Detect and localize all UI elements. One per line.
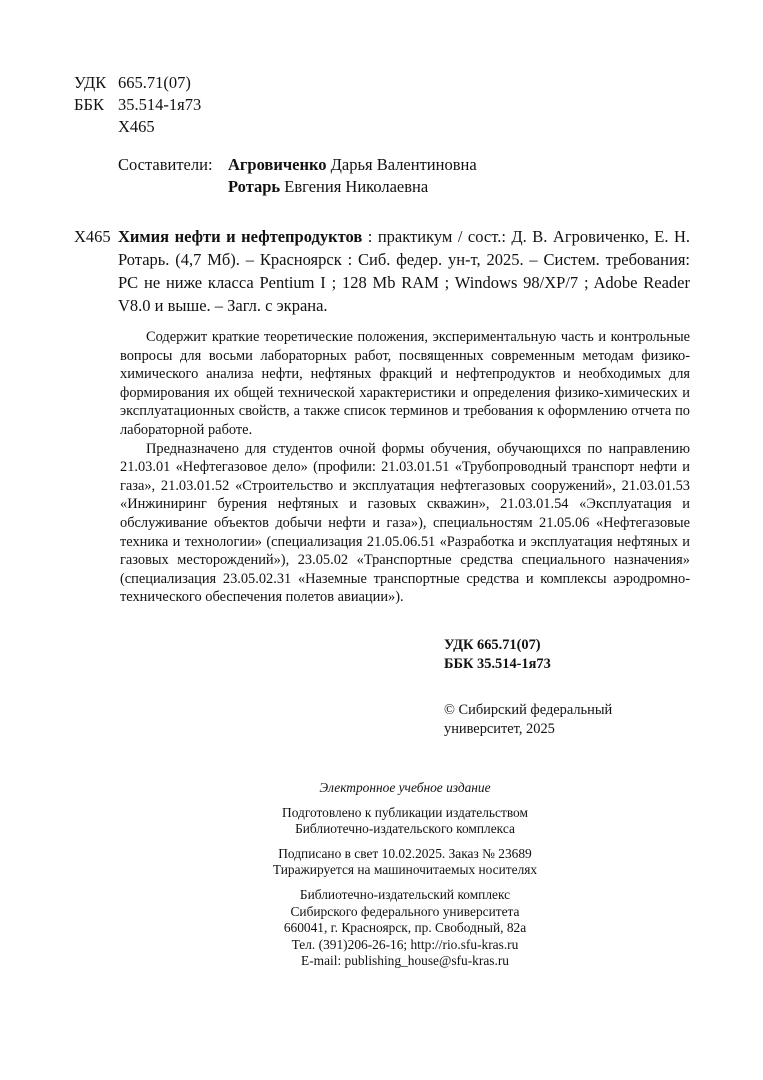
publisher-email: E-mail: publishing_house@sfu-kras.ru bbox=[301, 953, 509, 969]
bbk-value: 35.514-1я73 bbox=[118, 95, 202, 114]
publisher-address: 660041, г. Красноярск, пр. Свободный, 82а bbox=[283, 920, 527, 936]
bibliographic-record bbox=[74, 225, 690, 317]
udk-summary: УДК 665.71(07) bbox=[444, 637, 541, 653]
compiler-1-surname: Агровиченко bbox=[228, 155, 327, 174]
compilers-block bbox=[118, 154, 477, 198]
copyright-notice bbox=[444, 701, 612, 738]
udk-line bbox=[74, 72, 201, 94]
edition-type: Электронное учебное издание bbox=[319, 780, 491, 795]
replicated-line: Тиражируется на машиночитаемых носителях bbox=[272, 862, 538, 878]
bbk-label: ББК bbox=[74, 95, 104, 114]
biblio-details: : практикум / сост.: Д. В. Агровиченко, Е. Н. Ротарь. (4,7 Мб). – Красноярск : Сиб. федер. ун-т, 2025. – Систем. требования: PC не ниже класса Pentium I ; 128 Mb RAM ; Windows 98/XP/7 ; Adobe Reader V8.0 и выше. – Загл. с экрана. bbox=[118, 227, 690, 315]
bbk-summary: ББК 35.514-1я73 bbox=[444, 655, 551, 672]
imprint-block bbox=[140, 780, 670, 978]
compilers-label: Составители: bbox=[118, 155, 213, 174]
publisher-phone: Тел. (391)206-26-16; http://rio.sfu-kras.ru bbox=[291, 936, 519, 952]
signed-line: Подписано в свет 10.02.2025. Заказ № 23689 bbox=[278, 845, 532, 861]
compiler-2-surname: Ротарь bbox=[228, 177, 281, 196]
bbk-line bbox=[74, 94, 201, 116]
annotation-paragraph-2: Предназначено для студентов очной формы обучения, обучающихся по направлению 21.03.01 «Нефтегазовое дело» (профили: 21.03.01.51 «Трубопроводный транспорт нефти и газа», 21.03.01.52 «Строительство и эксплуатация нефтегазовых сооружений», 21.03.01.53 «Инжиниринг бурения нефтяных и газовых скважин», 21.03.01.54 «Эксплуатация и обслуживание объектов добычи нефти и газа»), специальностям 21.05.06 «Нефтегазовые техника и технологии» (специализация 21.05.06.51 «Разработка и эксплуатация нефтяных и газовых месторождений»), 23.05.02 «Транспортные средства специального назначения» (специализация 23.05.02.31 «Наземные транспортные средства и комплексы аэродромно-технического обеспечения полетов авиации»). bbox=[120, 440, 690, 606]
author-mark-line bbox=[74, 116, 201, 138]
prepared-line-2: Библиотечно-издательского комплекса bbox=[295, 821, 515, 837]
copyright-line-1: © Сибирский федеральный bbox=[444, 702, 613, 718]
annotation bbox=[120, 328, 690, 607]
compiler-1-name: Дарья Валентиновна bbox=[330, 155, 477, 174]
compiler-1 bbox=[118, 154, 477, 176]
classification-block bbox=[74, 72, 201, 138]
publisher-line-2: Сибирского федерального университета bbox=[290, 903, 520, 919]
compiler-2-name: Евгения Николаевна bbox=[284, 177, 429, 196]
prepared-line-1: Подготовлено к публикации издательством bbox=[282, 804, 528, 820]
biblio-code: Х465 bbox=[74, 227, 111, 246]
udk-value: 665.71(07) bbox=[118, 73, 191, 92]
publisher-line-1: Библиотечно-издательский комплекс bbox=[299, 886, 511, 902]
compiler-2 bbox=[118, 176, 477, 198]
author-mark: Х465 bbox=[118, 117, 155, 136]
copyright-line-2: университет, 2025 bbox=[444, 720, 555, 737]
udk-label: УДК bbox=[74, 73, 107, 92]
book-title: Химия нефти и нефтепродуктов bbox=[118, 227, 363, 246]
biblio-text bbox=[118, 225, 690, 317]
annotation-paragraph-1: Содержит краткие теоретические положения, экспериментальную часть и контрольные вопросы для восьми лабораторных работ, посвященных современным методам физико-химического анализа нефти, нефтяных фракций и нефтепродуктов и необходимых для формирования их общей технической характеристики и определения физико-химических и эксплуатационных свойств, а также список терминов и требования к оформлению отчета по лабораторной работе. bbox=[120, 329, 690, 438]
classification-summary bbox=[444, 636, 551, 673]
